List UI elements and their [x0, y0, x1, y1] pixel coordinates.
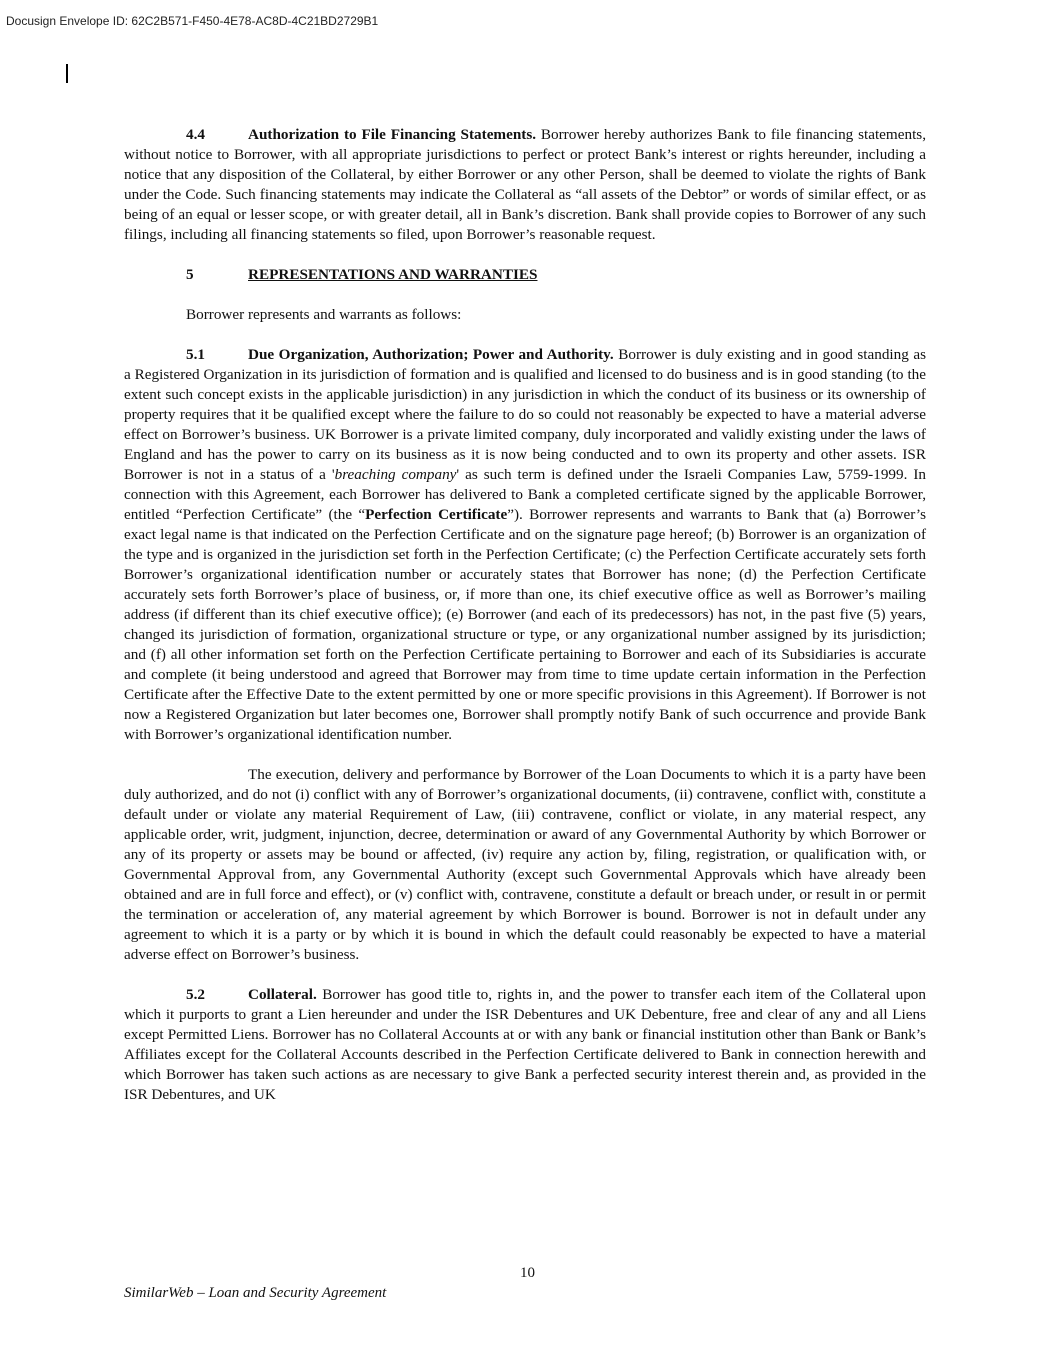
document-body [124, 125, 926, 1105]
section-5-1-text-c: ”). Borrower represents and warrants to Bank that (a) Borrower’s exact legal name is that indicated on the Perfection Certificate and on the signature page hereof; (b) Borrower is an organization of the type and is organized in the jurisdiction set forth in the Perfection Certificate; (c) the Perfection Certificate accurately sets forth Borrower’s organizational identification number or accurately states that Borrower has none; (d) the Perfection Certificate accurately sets forth Borrower’s place of business, or, if more than one, its chief executive office as well as Borrower’s mailing address (if different than its chief executive office); (e) Borrower (and each of its predecessors) has not, in the past five (5) years, changed its jurisdiction of formation, organizational structure or type, or any organizational number assigned by its jurisdiction; and (f) all other information set forth on the Perfection Certificate pertaining to Borrower and each of its Subsidiaries is accurate and complete (it being understood and agreed that Borrower may from time to time update certain information in the Perfection Certificate after the Effective Date to the extent permitted by one or more specific provisions in this Agreement). If Borrower is not now a Registered Organization but later becomes one, Borrower shall promptly notify Bank of such occurrence and provide Bank with Borrower’s organizational identification number. [124, 506, 926, 743]
section-5-1-number: 5.1 [186, 346, 205, 363]
docusign-envelope-id: Docusign Envelope ID: 62C2B571-F450-4E78-AC8D-4C21BD2729B1 [6, 14, 379, 28]
revision-change-bar [66, 64, 68, 83]
section-4-4-text: Borrower hereby authorizes Bank to file financing statements, without notice to Borrower, with all appropriate jurisdictions to perfect or protect Bank’s interest or rights hereunder, including a notice that any disposition of the Collateral, by either Borrower or any other Person, shall be deemed to violate the rights of Bank under the Code. Such financing statements may indicate the Collateral as “all assets of the Debtor” or words of similar effect, or as being of an equal or lesser scope, or with greater detail, all in Bank’s discretion. Bank shall provide copies to Borrower of any such filings, including all financing statements so filed, upon Borrower’s reasonable request. [124, 126, 926, 243]
section-5-number: 5 [186, 266, 194, 283]
section-5-intro [124, 305, 926, 325]
section-5-1-second-paragraph [124, 765, 926, 965]
breaching-company-term: breaching company [334, 466, 457, 483]
section-4-4-title: Authorization to File Financing Statements. [248, 126, 537, 143]
section-5-1-text-b: ' as such term is defined under the Israeli Companies Law, 5759-1999. In connection with this Agreement, each Borrower has delivered to Bank a completed certificate signed by the applicable Borrower, entitled “Perfection Certificate” (the “ [124, 466, 926, 523]
section-5-2-text: Borrower has good title to, rights in, and the power to transfer each item of the Collateral upon which it purports to grant a Lien hereunder and under the ISR Debentures and UK Debenture, free and clear of any and all Liens except Permitted Liens. Borrower has no Collateral Accounts at or with any bank or financial institution other than Bank or Bank’s Affiliates except for the Collateral Accounts described in the Perfection Certificate delivered to Bank in connection herewith and which Borrower has taken such actions as are necessary to give Bank a perfected security interest therein and, as provided in the ISR Debentures, and UK [124, 986, 926, 1103]
section-5-intro-text: Borrower represents and warrants as follows: [186, 306, 462, 323]
section-4-4-number: 4.4 [186, 126, 205, 143]
section-5-title: REPRESENTATIONS AND WARRANTIES [248, 266, 538, 283]
section-5-heading [124, 265, 926, 285]
section-5-2-title: Collateral. [248, 986, 317, 1003]
section-4-4-paragraph [124, 125, 926, 245]
section-5-1-para2-text: The execution, delivery and performance by Borrower of the Loan Documents to which it is a party have been duly authorized, and do not (i) conflict with any of Borrower’s organizational documents, (ii) contravene, conflict with, constitute a default under or violate any material Requirement of Law, (iii) contravene, conflict or violate, in any material respect, any applicable order, writ, judgment, injunction, decree, determination or award of any Governmental Authority by which Borrower or any of its property or assets may be bound or affected, (iv) require any action by, filing, registration, or qualification with, or Governmental Approval from, any Governmental Authority (except such Governmental Approvals which have already been obtained and are in full force and effect), or (v) conflict with, contravene, constitute a default or breach under, or result in or permit the termination or acceleration of, any material agreement by which Borrower is bound. Borrower is not in default under any agreement to which it is a party or by which it is bound in which the default could reasonably be expected to have a material adverse effect on Borrower’s business. [124, 766, 926, 963]
document-footer: SimilarWeb – Loan and Security Agreement [124, 1285, 387, 1301]
section-5-1-text-a: Borrower is duly existing and in good standing as a Registered Organization in its jurisdiction of formation and is qualified and licensed to do business and is in good standing (to the extent such concept exists in the applicable jurisdiction) in any jurisdiction in which the conduct of its business or its ownership of property requires that it be qualified except where the failure to do so could not reasonably be expected to have a material adverse effect on Borrower’s business. UK Borrower is a private limited company, duly incorporated and validly existing under the laws of England and has the power to carry on its business as it is now being conducted and to own its property and other assets. ISR Borrower is not in a status of a ' [124, 346, 927, 483]
section-5-2-paragraph [124, 985, 926, 1105]
section-5-2-number: 5.2 [186, 986, 205, 1003]
page-number: 10 [520, 1265, 535, 1281]
section-5-1-title: Due Organization, Authorization; Power and Authority. [248, 346, 614, 363]
section-5-1-paragraph [124, 345, 926, 745]
perfection-certificate-term: Perfection Certificate [365, 506, 508, 523]
